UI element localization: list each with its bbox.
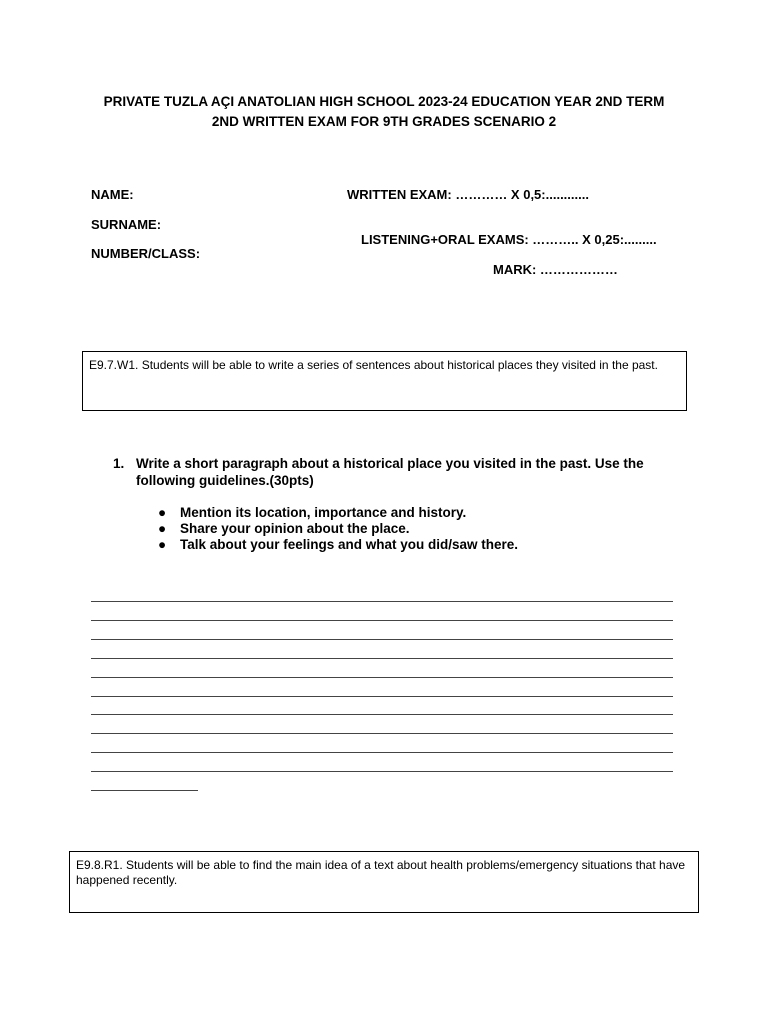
learning-outcome-box-2 (69, 851, 699, 913)
answer-line[interactable] (91, 696, 673, 697)
answer-line[interactable] (91, 752, 673, 753)
question-1-text: Write a short paragraph about a historical place you visited in the past. Use the following guidelines.(30pts) (136, 456, 644, 488)
answer-line[interactable] (91, 733, 673, 734)
answer-line[interactable] (91, 601, 673, 602)
answer-line[interactable] (91, 714, 673, 715)
guideline-text: Share your opinion about the place. (180, 521, 410, 536)
exam-title-line-1: PRIVATE TUZLA AÇI ANATOLIAN HIGH SCHOOL 2023-24 EDUCATION YEAR 2ND TERM (103, 94, 665, 109)
name-label: NAME: (91, 187, 134, 202)
guideline-text: Mention its location, importance and history. (180, 505, 467, 520)
surname-label: SURNAME: (91, 217, 162, 232)
learning-outcome-box-1 (82, 351, 687, 411)
learning-outcome-text-2: E9.8.R1. Students will be able to find the main idea of a text about health problems/emergency situations that have happened recently. (76, 858, 686, 887)
written-exam-score: WRITTEN EXAM: ………… X 0,5:............ (347, 187, 589, 202)
guideline-text: Talk about your feelings and what you did/saw there. (180, 537, 519, 552)
bullet-icon: ● (158, 505, 167, 520)
guidelines-list (158, 505, 658, 565)
listening-oral-score: LISTENING+ORAL EXAMS: ……….. X 0,25:......... (361, 232, 657, 247)
answer-line[interactable] (91, 790, 198, 791)
answer-line[interactable] (91, 639, 673, 640)
bullet-icon: ● (158, 537, 167, 552)
answer-line[interactable] (91, 677, 673, 678)
question-1-number: 1. (113, 456, 125, 471)
number-class-label: NUMBER/CLASS: (91, 246, 201, 261)
answer-line[interactable] (91, 658, 673, 659)
learning-outcome-text-1: E9.7.W1. Students will be able to write a series of sentences about historical places they visited in the past. (89, 358, 658, 372)
bullet-icon: ● (158, 521, 167, 536)
answer-line[interactable] (91, 620, 673, 621)
exam-title-line-2: 2ND WRITTEN EXAM FOR 9TH GRADES SCENARIO 2 (211, 114, 557, 129)
answer-line[interactable] (91, 771, 673, 772)
mark-score: MARK: ……………… (493, 262, 618, 277)
